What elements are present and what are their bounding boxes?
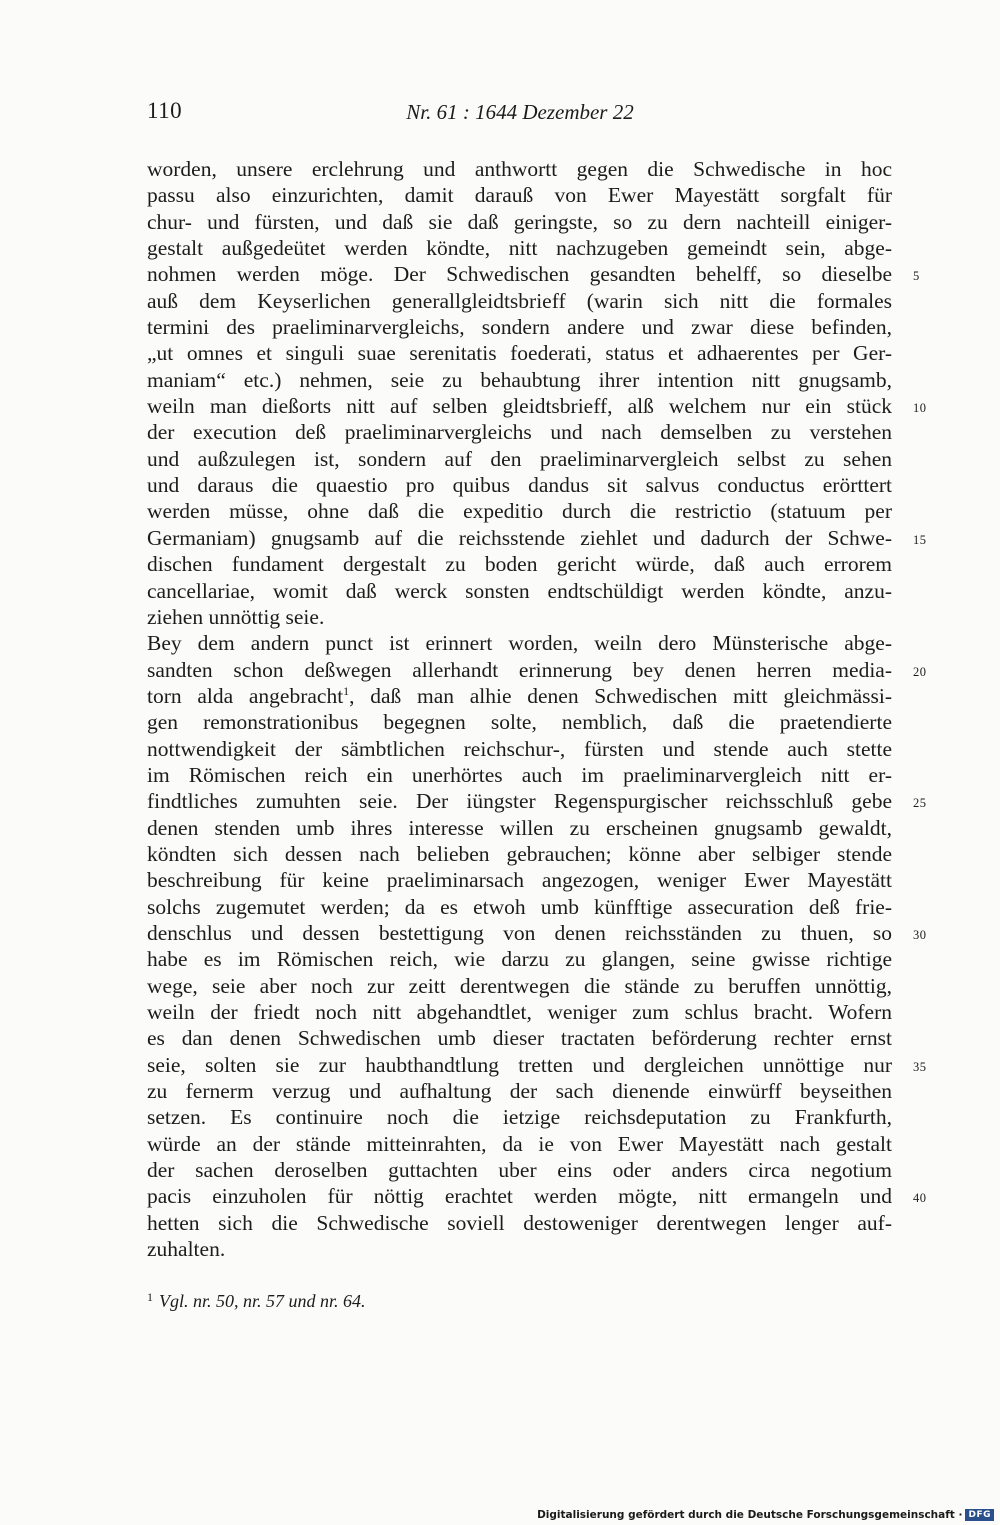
line-number: 25 <box>913 796 927 811</box>
line-text: weiln der friedt noch nitt abgehandtlet, weniger zum schlus bracht. Wofern <box>147 1000 892 1024</box>
text-line <box>147 1078 892 1104</box>
text-line <box>147 1025 892 1051</box>
line-text-continued: , daß man alhie denen Schwedischen mitt gleichmässi- <box>349 683 892 708</box>
text-line <box>147 393 927 419</box>
line-text: denen stenden umb ihres interesse willen zu erscheinen gnugsamb gewaldt, <box>147 815 892 840</box>
credit-text: Digitalisierung gefördert durch die Deutsche Forschungsgemeinschaft · <box>537 1509 963 1521</box>
line-text: Germaniam) gnugsamb auf die reichsstende ziehlet und dadurch der Schwe- <box>147 525 892 550</box>
text-line <box>147 657 927 683</box>
line-text: ziehen unnöttig seie. <box>147 604 325 629</box>
footnote-mark: 1 <box>147 1290 153 1304</box>
line-text: gen remonstrationibus begegnen solte, nemblich, daß die praetendierte <box>147 710 892 735</box>
line-text: zuhalten. <box>147 1237 226 1262</box>
line-text: würde an der stände mitteinrahten, da ie von Ewer Mayestätt nach gestalt <box>147 1131 892 1156</box>
line-text: und daraus die quaestio pro quibus dandus sit salvus conductus erörttert <box>147 473 892 498</box>
running-head: Nr. 61 : 1644 Dezember 22 <box>406 100 634 124</box>
text-line <box>147 762 892 788</box>
text-line <box>147 1183 927 1209</box>
footnote <box>147 1290 366 1312</box>
line-text: im Römischen reich ein unerhörtes auch im praeliminarvergleich nitt er- <box>147 762 892 787</box>
text-line <box>147 973 892 999</box>
text-line <box>147 604 892 630</box>
line-text: findtliches zumuhten seie. Der iüngster Regenspurgischer reichsschluß gebe <box>147 789 892 814</box>
text-line <box>147 235 892 261</box>
line-text: weiln man dießorts nitt auf selben gleidtsbrieff, alß welchem nur ein stück <box>147 394 892 419</box>
line-text: dischen fundament dergestalt zu boden gericht würde, daß auch errorem <box>147 552 892 577</box>
footnote-reference: 1 <box>343 683 350 698</box>
text-line <box>147 419 892 445</box>
line-text: „ut omnes et singuli suae serenitatis foederati, status et adhaerentes per Ger- <box>147 341 892 366</box>
line-text: und außzulegen ist, sondern auf den praeliminarvergleich selbst zu sehen <box>147 446 892 471</box>
line-text: maniam“ etc.) nehmen, seie zu behaubtung ihrer intention nitt gnugsamb, <box>147 367 892 392</box>
text-line <box>147 498 892 524</box>
line-text: seie, solten sie zur haubthandtlung tretten und dergleichen unnöttige nur <box>147 1052 892 1077</box>
text-line <box>147 920 927 946</box>
text-line <box>147 367 892 393</box>
text-line <box>147 551 892 577</box>
text-line <box>147 288 892 314</box>
page-number: 110 <box>147 98 183 123</box>
line-text: cancellariae, womit daß werck sonsten endtschüldigt werden köndte, anzu- <box>147 578 892 603</box>
dfg-logo-icon: DFG <box>965 1509 994 1521</box>
line-text: chur- und fürsten, und daß sie daß geringste, so zu dern nachteill einiger- <box>147 209 892 234</box>
line-number: 10 <box>913 401 927 416</box>
text-line <box>147 1104 892 1130</box>
line-text: es dan denen Schwedischen umb dieser tractaten beförderung rechter ernst <box>147 1026 892 1051</box>
line-text: termini des praeliminarvergleichs, sondern andere und zwar diese befinden, <box>147 315 892 340</box>
text-line <box>147 1131 892 1157</box>
text-line <box>147 1210 892 1236</box>
body-text <box>147 156 927 1262</box>
line-text: auß dem Keyserlichen generallgleidtsbrieff (warin sich nitt die formales <box>147 288 892 313</box>
line-text: köndten sich dessen nach belieben gebrauchen; könne aber selbiger stende <box>147 841 892 866</box>
text-line <box>147 709 892 735</box>
text-line <box>147 472 892 498</box>
text-line <box>147 578 892 604</box>
line-text: nohmen werden möge. Der Schwedischen gesandten behelff, so dieselbe <box>147 262 892 287</box>
line-text: hetten sich die Schwedische soviell destoweniger derentwegen lenger auf- <box>147 1210 892 1235</box>
text-line <box>147 314 892 340</box>
footnote-text: Vgl. nr. 50, nr. 57 und nr. 64. <box>159 1291 366 1311</box>
line-text: denschlus und dessen bestettigung von denen reichsständen zu thuen, so <box>147 920 892 945</box>
text-line <box>147 209 892 235</box>
line-text: beschreibung für keine praeliminarsach angezogen, weniger Ewer Mayestätt <box>147 868 892 893</box>
line-text: gestalt außgedeütet werden köndte, nitt nachzugeben gemeindt sein, abge- <box>147 236 892 261</box>
text-line <box>147 867 892 893</box>
text-line <box>147 999 892 1025</box>
text-line <box>147 788 927 814</box>
line-text: pacis einzuholen für nöttig erachtet werden mögte, nitt ermangeln und <box>147 1184 892 1209</box>
text-line <box>147 1052 927 1078</box>
line-text: worden, unsere erclehrung und anthwortt gegen die Schwedische in hoc <box>147 157 892 181</box>
line-number: 15 <box>913 532 927 547</box>
line-text: Bey dem andern punct ist erinnert worden, weiln dero Münsterische abge- <box>147 631 892 656</box>
text-line <box>147 894 892 920</box>
line-text: nottwendigkeit der sämbtlichen reichschur-, fürsten und stende auch stette <box>147 736 892 761</box>
line-text: setzen. Es continuire noch die ietzige reichsdeputation zu Frankfurth, <box>147 1105 892 1130</box>
text-line <box>147 841 892 867</box>
text-line <box>147 683 892 709</box>
text-line <box>147 1236 892 1262</box>
line-text: wege, seie aber noch zur zeitt derentwegen die stände zu beruffen unnöttig, <box>147 973 892 998</box>
line-number: 40 <box>913 1191 927 1206</box>
text-line <box>147 182 892 208</box>
line-text: zu fernerm verzug und aufhaltung der sach dienende einwürff beyseithen <box>147 1079 892 1104</box>
line-text: solchs zugemutet werden; da es etwoh umb künfftige assecuration deß frie- <box>147 894 892 919</box>
line-number: 5 <box>913 269 920 284</box>
line-text: passu also einzurichten, damit darauß von Ewer Mayestätt sorgfalt für <box>147 183 892 208</box>
line-text: habe es im Römischen reich, wie darzu zu glangen, seine gwisse richtige <box>147 947 892 972</box>
text-line <box>147 736 892 762</box>
line-number: 20 <box>913 664 927 679</box>
text-line <box>147 261 920 287</box>
line-number: 30 <box>913 927 927 942</box>
text-line <box>147 630 892 656</box>
text-line <box>147 946 892 972</box>
credit-bar <box>537 1509 994 1521</box>
line-text: torn alda angebracht <box>147 683 344 708</box>
text-line <box>147 446 892 472</box>
text-line <box>147 156 892 182</box>
text-line <box>147 1157 892 1183</box>
line-text: der sachen deroselben guttachten uber eins oder anders circa negotium <box>147 1158 892 1183</box>
text-line <box>147 525 927 551</box>
line-number: 35 <box>913 1059 927 1074</box>
line-text: werden müsse, ohne daß die expeditio durch die restrictio (statuum per <box>147 499 892 524</box>
line-text: sandten schon deßwegen allerhandt erinnerung bey denen herren media- <box>147 657 892 682</box>
text-line <box>147 815 892 841</box>
text-line <box>147 340 892 366</box>
line-text: der execution deß praeliminarvergleichs und nach demselben zu verstehen <box>147 420 892 445</box>
